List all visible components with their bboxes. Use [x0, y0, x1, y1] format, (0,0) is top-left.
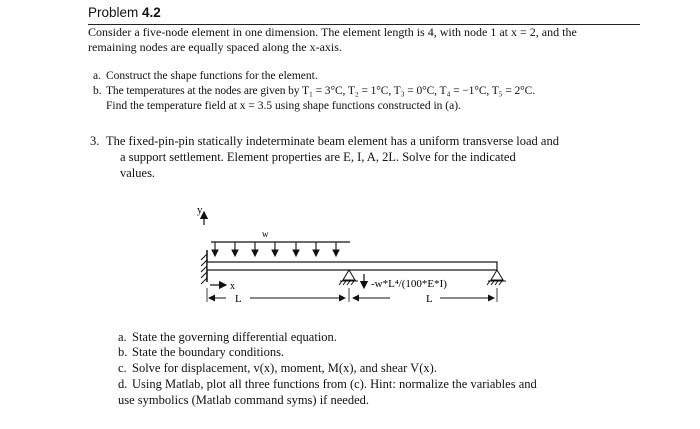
item-a-text: Construct the shape functions for the element.: [106, 70, 318, 82]
span-2-dimension: [353, 288, 497, 302]
problem-text-line-1: Consider a five-node element in one dimension. The element length is 4, with node 1 at x = 2, and the: [88, 25, 577, 39]
problem-number: 4.2: [142, 5, 161, 20]
problem3-line-2: a support settlement. Element properties are E, I, A, 2L. Solve for the indicated: [120, 150, 516, 164]
fixed-support: [201, 250, 207, 284]
beam: [207, 262, 497, 270]
problem3-line-1: The fixed-pin-pin statically indeterminate beam element has a uniform transverse load and: [106, 134, 559, 148]
item-b-text: The temperatures at the nodes are given by T₁ = 3°C, T₂ = 1°C, T₃ = 0°C, T₄ = −1°C, T₅ = 2°C.: [106, 85, 535, 97]
right-pin-support: [487, 270, 506, 285]
question-d-text: Using Matlab, plot all three functions from (c). Hint: normalize the variables and: [132, 377, 537, 391]
y-axis-label: y: [197, 204, 203, 216]
problem-text-line-2: remaining nodes are equally spaced along the x-axis.: [88, 40, 342, 54]
question-d-continuation: use symbolics (Matlab command syms) if needed.: [118, 393, 369, 407]
item-b-continuation: Find the temperature field at x = 3.5 using shape functions constructed in (a).: [106, 100, 461, 112]
span-1-dimension: [207, 288, 349, 302]
question-d-marker: d.: [118, 377, 128, 391]
question-c-text: Solve for displacement, v(x), moment, M(x), and shear V(x).: [132, 361, 437, 375]
item-b-marker: b.: [93, 85, 102, 97]
distributed-load: [211, 242, 350, 256]
load-label: w: [262, 229, 269, 239]
span-2-label: L: [426, 293, 433, 305]
item-a-marker: a.: [93, 70, 101, 82]
question-c-marker: c.: [118, 361, 127, 375]
question-a-text: State the governing differential equation.: [132, 330, 337, 344]
span-1-label: L: [235, 293, 242, 305]
settlement-label: -w*L⁴/(100*E*I): [371, 278, 447, 290]
x-axis-label: x: [230, 281, 235, 292]
question-b-text: State the boundary conditions.: [132, 345, 285, 359]
question-b-marker: b.: [118, 345, 128, 359]
problem-title-prefix: Problem: [88, 5, 143, 20]
question-a-marker: a.: [118, 330, 127, 344]
middle-pin-support: [339, 270, 358, 285]
problem3-number: 3.: [90, 134, 100, 148]
problem3-line-3: values.: [120, 166, 156, 180]
